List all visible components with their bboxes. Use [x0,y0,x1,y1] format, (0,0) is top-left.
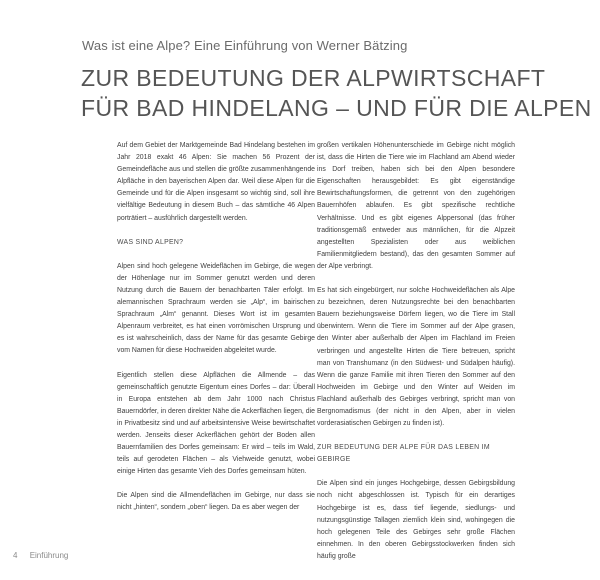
right-text-column [317,140,515,575]
body-paragraph: Eigentlich stellen diese Alpflächen die Allmende – das gemeinschaftlich genutzte Eigentum eines Dorfes – dar: Überall in Europa entstehen ab dem Jahr 1000 nach Christus Bauerndörfer, in deren direkter Nähe die Ackerflächen liegen, die in Privatbesitz sind und auf arbeitsintensive Weise bewirtschaftet werden. Jenseits dieser Ackerflächen gehört der Boden allen Bauernfamilien des Dorfes gemeinsam: Er wird – teils im Wald, teils auf gerodeten Flächen – als Viehweide genutzt, wobei einige Hirten das gesamte Vieh des Dorfes gemeinsam hüten. [117,371,315,476]
body-paragraph: Alpen sind hoch gelegene Weideflächen im Gebirge, die wegen der Höhenlage nur im Sommer genutzt werden und deren Nutzung durch die Bauern der benachbarten Täler erfolgt. Im alemannischen Sprachraum werden sie „Alp“, im bairischen Sprachraum „Alm“ genannt. Dieses Wort ist im gesamten Alpenraum verbreitet, es hat einen vorrömischen Ursprung und es ist wahrscheinlich, dass der Name für das gesamte Gebirge vom Namen für diese Hochweiden abgeleitet wurde. [117,262,315,355]
body-paragraph: großen vertikalen Höhenunterschiede im Gebirge nicht möglich ist, dass die Hirten die Tiere wie im Flachland am Abend wieder ins Dorf treiben, haben sich bei den Alpen besondere Eigenschaften herausgebildet: Es gibt eigenständige Bewirtschaftungsformen, die getrennt von den zugehörigen Bauernhöfen ablaufen. Es gibt spezifische rechtliche Verhältnisse. Und es gibt eigenes Alppersonal (das früher traditionsgemäß entweder aus männlichen, für die Alpzeit angestellten Spezialisten oder aus weiblichen Familienmitgliedern bestand), das den gesamten Sommer auf der Alpe verbringt. [317,142,515,270]
body-paragraph: Die Alpen sind die Allmendeflächen im Gebirge, nur dass sie nicht „hinten“, sondern „oben“ liegen. Da es aber wegen der [117,492,315,512]
intro-paragraph: Auf dem Gebiet der Marktgemeinde Bad Hindelang bestehen im Jahr 2018 exakt 46 Alpen: Sie machen 56 Prozent der Gemeindefläche aus und stellen die größte zusammenhängende Alpfläche in den bayerischen Alpen dar. Weil diese Alpen für die Gemeinde und für die Alpen insgesamt so wichtig sind, soll ihre vielfältige Bedeutung in diesem Buch – das sämtliche 46 Alpen porträtiert – ausführlich dargestellt werden. [117,142,315,222]
page-number: 4 [13,551,18,560]
page-footer [13,551,68,560]
page-title-line-1: ZUR BEDEUTUNG DER ALPWIRTSCHAFT [81,65,546,91]
left-text-column [117,140,315,527]
page-kicker: Was ist eine Alpe? Eine Einführung von Werner Bätzing [82,38,408,53]
page-title [81,63,592,123]
body-paragraph: Es hat sich eingebürgert, nur solche Hochweideflächen als Alpe zu bezeichnen, deren Nutzungsrechte bei den benachbarten Bauern beziehungsweise Dörfern liegen, wo die Tiere im Stall überwintern. Wenn die Tiere im Sommer auf der Alpe grasen, den Winter aber außerhalb der Alpen im Flachland im Freien verbringen und angestellte Hirten die Tiere betreuen, spricht man von Transhumanz (in den Südwest- und Südalpen häufig). Wenn die ganze Familie mit ihren Tieren den Sommer auf den Hochweiden im Gebirge und den Winter auf Weiden im Flachland außerhalb des Gebirges verbringt, spricht man von Bergnomadismus (der nicht in den Alpen, aber in vielen vorderasiatischen Gebirgen zu finden ist). [317,287,515,428]
page-title-line-2: FÜR BAD HINDELANG – UND FÜR DIE ALPEN [81,95,592,121]
section-heading-was-sind-alpen: WAS SIND ALPEN? [117,238,184,246]
footer-section-label: Einführung [29,551,69,560]
section-heading-bedeutung-alpe: ZUR BEDEUTUNG DER ALPE FÜR DAS LEBEN IM GEBIRGE [317,444,490,464]
body-paragraph: Die Alpen sind ein junges Hochgebirge, dessen Gebirgsbildung noch nicht abgeschlossen ist. Typisch für ein derartiges Hochgebirge ist es, dass tief liegende, siedlungs- und nutzungsgünstige Tallagen ziemlich klein sind, wohingegen die hoch gelegenen Teile des Gebirges sehr große Flächen einnehmen. In den oberen Gebirgsstockwerken finden sich häufig große [317,480,515,560]
